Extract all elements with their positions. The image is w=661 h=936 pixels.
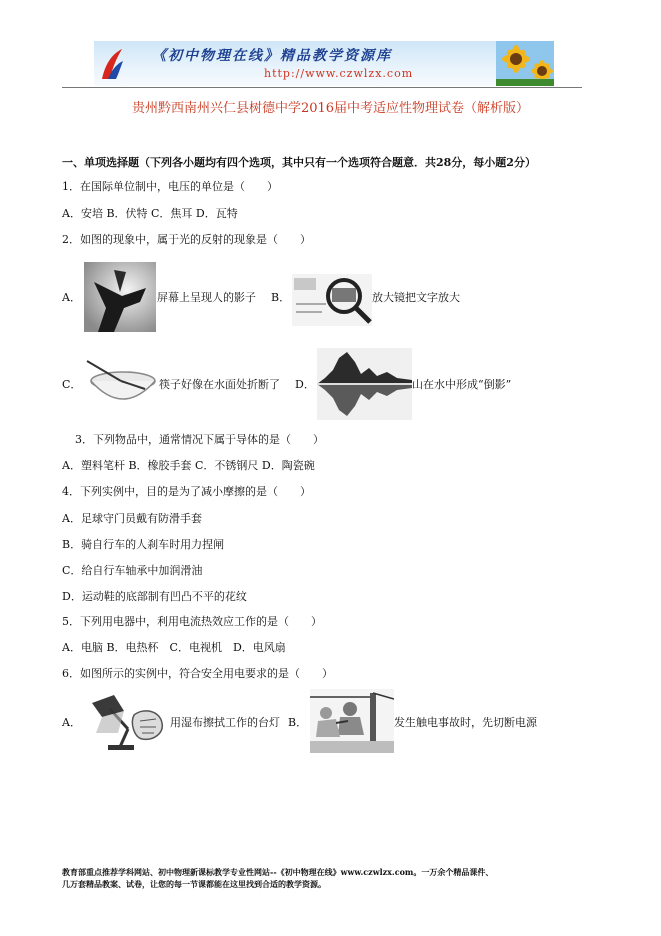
banner-title: 《初中物理在线》精品教学资源库 xyxy=(152,48,392,64)
document-title: 贵州黔西南州兴仁县树德中学2016届中考适应性物理试卷（解析版） xyxy=(131,101,530,116)
question-2-option-c-label: C． xyxy=(62,378,82,391)
question-4-option-c: C．给自行车轴承中加润滑油 xyxy=(62,564,203,577)
question-6-option-b-label: B． xyxy=(288,716,308,729)
question-2-option-d-text: 山在水中形成“倒影” xyxy=(412,378,512,391)
section-heading: 一、单项选择题（下列各小题均有四个选项，其中只有一个选项符合题意．共28分，每小题2分） xyxy=(62,156,536,169)
question-3-stem: 3．下列物品中，通常情况下属于导体的是（ ） xyxy=(75,433,324,446)
banner-url[interactable]: http://www.czwlzx.com xyxy=(264,67,414,80)
electric-shock-image xyxy=(310,689,394,753)
question-3-options: A．塑料笔杆 B．橡胶手套 C．不锈钢尺 D．陶瓷碗 xyxy=(62,459,315,472)
desk-lamp-image xyxy=(84,689,170,755)
question-1-options: A．安培 B．伏特 C．焦耳 D．瓦特 xyxy=(62,207,238,220)
header-rule xyxy=(62,87,582,88)
shadow-puppet-image xyxy=(84,262,156,332)
header-banner xyxy=(94,41,554,86)
question-6-option-a-text: 用湿布擦拭工作的台灯 xyxy=(170,716,280,729)
chopsticks-bowl-image xyxy=(83,359,158,409)
question-4-stem: 4．下列实例中，目的是为了减小摩擦的是（ ） xyxy=(62,485,311,498)
question-4-option-a: A．足球守门员戴有防滑手套 xyxy=(62,512,202,525)
question-2-option-b-text: 放大镜把文字放大 xyxy=(372,291,460,304)
question-2-stem: 2．如图的现象中，属于光的反射的现象是（ ） xyxy=(62,233,311,246)
question-4-option-b: B．骑自行车的人刹车时用力捏闸 xyxy=(62,538,225,551)
footer-line-2: 几万套精品教案、试卷，让您的每一节课都能在这里找到合适的教学资源。 xyxy=(62,879,326,889)
question-5-stem: 5．下列用电器中，利用电流热效应工作的是（ ） xyxy=(62,615,322,628)
footer-line-1: 教育部重点推荐学科网站、初中物理新课标教学专业性网站--《初中物理在线》www.czwlzx.com。一万余个精品课件、 xyxy=(62,867,494,877)
question-6-stem: 6．如图所示的实例中，符合安全用电要求的是（ ） xyxy=(62,667,333,680)
question-2-option-c-text: 筷子好像在水面处折断了 xyxy=(159,378,280,391)
question-2-option-a-label: A． xyxy=(62,291,81,304)
mountain-reflection-image xyxy=(317,348,412,420)
question-4-option-d: D．运动鞋的底部制有凹凸不平的花纹 xyxy=(62,590,247,603)
question-6-option-a-label: A． xyxy=(62,716,81,729)
question-2-option-d-label: D． xyxy=(295,378,315,391)
site-logo-icon xyxy=(100,47,124,81)
question-6-option-b-text: 发生触电事故时，先切断电源 xyxy=(394,716,537,729)
sunflower-icon xyxy=(496,41,554,86)
question-2-option-a-text: 屏幕上呈现人的影子 xyxy=(157,291,256,304)
question-5-options: A．电脑 B．电热杯 C．电视机 D．电风扇 xyxy=(62,641,286,654)
question-1-stem: 1．在国际单位制中，电压的单位是（ ） xyxy=(62,180,278,193)
magnifier-image xyxy=(292,274,372,326)
question-2-option-b-label: B． xyxy=(271,291,291,304)
